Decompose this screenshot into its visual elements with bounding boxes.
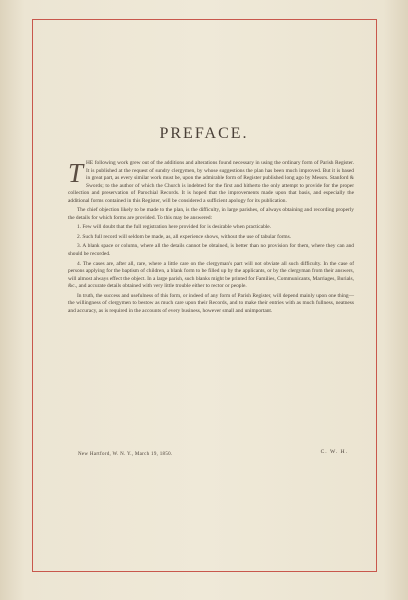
paragraph-4: 2. Such full record will seldom be made, as, all experience shows, without the use of tabular forms.: [77, 233, 292, 240]
preface-body: [68, 160, 354, 317]
paragraph-1: THE following work grew out of the additions and alterations found necessary in using the ordinary form of Parish Register. It is published at the request of sundry clergymen, by whose suggestions the plan has been much improved. But it is based in great part, as every similar work must be, upon the admirable form of Register published long ago by Messrs. Stanford & Swords; to the author of which the Church is indebted for the first and hitherto the only attempt to provide for the proper collection and preservation of Parochial Records. It is hoped that the improvements made upon that basis, and especially the additional forms contained in this Register, will be considered a sufficient apology for its publication.: [68, 158, 354, 204]
drop-cap-letter: T: [68, 158, 84, 188]
paragraph-3: 1. Few will doubt that the full registration here provided for is desirable when practicable.: [77, 224, 272, 231]
signature-initials: C. W. H.: [320, 449, 348, 455]
paragraph-2: The chief objection likely to be made to the plan, is the difficulty, in large parishes, of always obtaining and recording properly the details for which forms are provided. To this may be answered:: [68, 207, 354, 221]
paragraph-7: In truth, the success and usefulness of this form, or indeed of any form of Parish Register, will depend mainly upon one thing—the willingness of clergymen to bestow as much care upon their Records, and to make their entries with as much fullness, neatness and accuracy, as is required in the accounts of every business, however small and unimportant.: [68, 292, 354, 314]
page-title: PREFACE.: [159, 125, 249, 142]
paragraph-6: 4. The cases are, after all, rare, where a little care on the clergyman's part will not obviate all such difficulty. In the case of persons applying for the baptism of children, a blank form to be filled up by the applicants, or by the clergyman from their answers, will almost always effect the object. In a large parish, such blanks might be printed for Families, Communicants, Marriages, Burials, &c., and accurate details obtained with very little trouble either to rector or people.: [68, 260, 354, 290]
paragraph-5: 3. A blank space or column, where all the details cannot be obtained, is better than no provision for them, where they can and should be recorded.: [68, 243, 354, 258]
place-and-date: New Hartford, W. N. Y., March 19, 1850.: [78, 452, 173, 457]
